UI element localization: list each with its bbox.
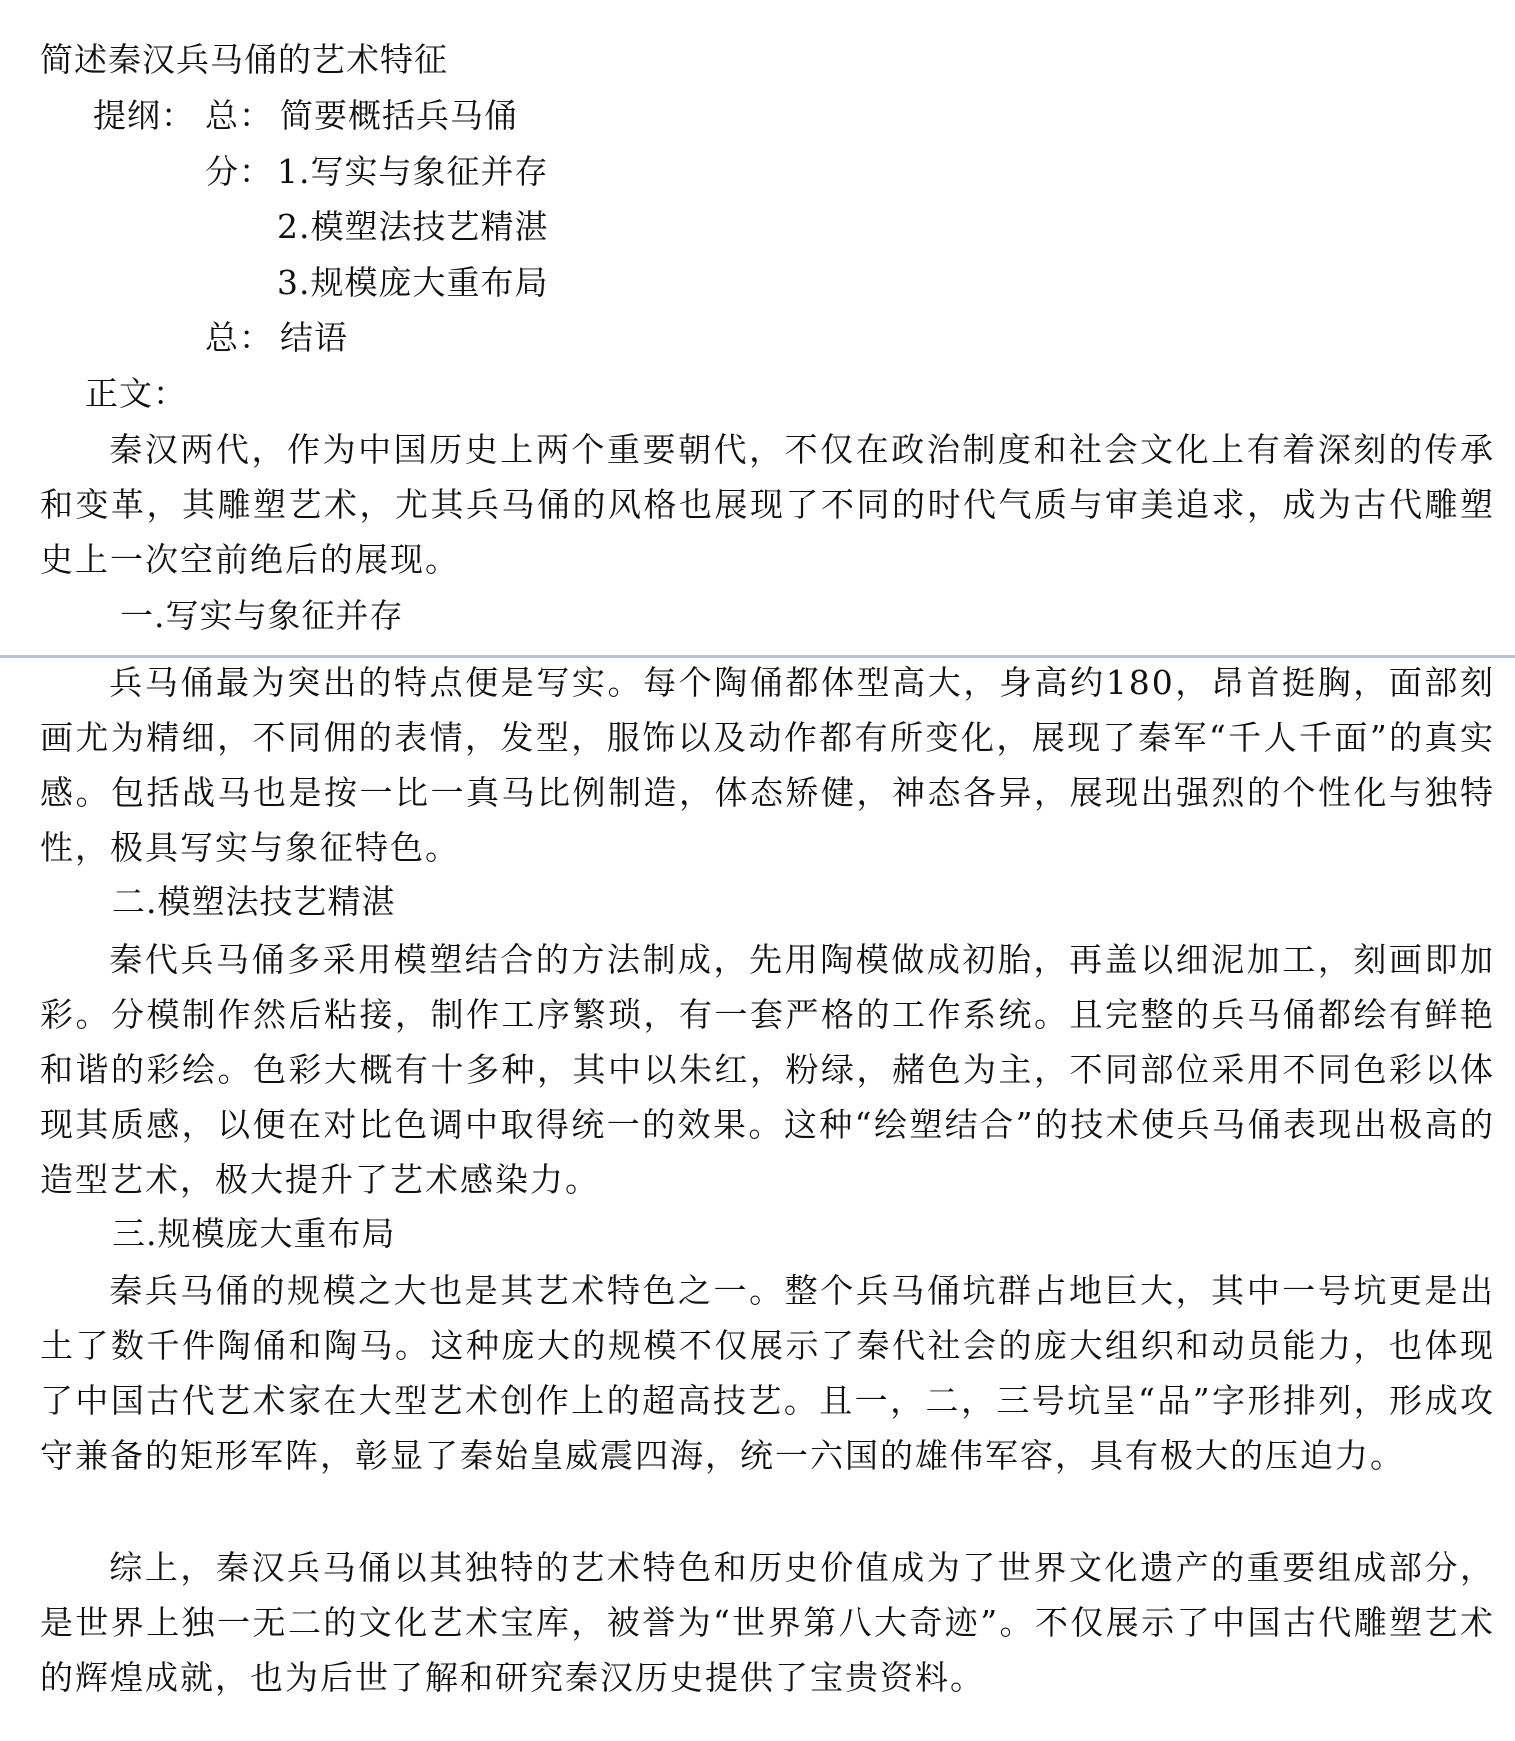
- outline-end-text: 结语: [280, 318, 348, 357]
- section-3-text: 秦兵马俑的规模之大也是其艺术特色之一。整个兵马俑坑群占地巨大，其中一号坑更是出土了数千件陶俑和陶马。这种庞大的规模不仅展示了秦代社会的庞大组织和动员能力，也体现了中国古代艺术家在大型艺术创作上的超高技艺。且一，二，三号坑呈“品”字形排列，形成攻守兼备的矩形军阵，彰显了秦始皇威震四海，统一六国的雄伟军容，具有极大的压迫力。: [40, 1271, 1495, 1475]
- section-2-heading: 二.模塑法技艺精湛: [112, 882, 396, 921]
- document-title: 简述秦汉兵马俑的艺术特征: [40, 40, 448, 79]
- section-3-heading: 三.规模庞大重布局: [112, 1214, 396, 1253]
- outline-point-2: 2.模塑法技艺精湛: [277, 207, 549, 246]
- section-1-heading: 一.写实与象征并存: [120, 596, 404, 635]
- outline-end-prefix: 总：: [205, 318, 273, 357]
- outline-label: 提纲：: [93, 96, 195, 135]
- outline-point-1: 1.写实与象征并存: [277, 152, 549, 191]
- intro-paragraph: 秦汉两代，作为中国历史上两个重要朝代，不仅在政治制度和社会文化上有着深刻的传承和变革，其雕塑艺术，尤其兵马俑的风格也展现了不同的时代气质与审美追求，成为古代雕塑史上一次空前绝后的展现。: [40, 430, 1495, 579]
- conclusion-paragraph: 综上，秦汉兵马俑以其独特的艺术特色和历史价值成为了世界文化遗产的重要组成部分，是世界上独一无二的文化艺术宝库，被誉为“世界第八大奇迹”。不仅展示了中国古代雕塑艺术的辉煌成就，也为后世了解和研究秦汉历史提供了宝贵资料。: [40, 1548, 1495, 1697]
- outline-intro-text: 简要概括兵马俑: [280, 96, 518, 135]
- body-label: 正文：: [85, 374, 187, 413]
- section-1-text: 兵马俑最为突出的特点便是写实。每个陶俑都体型高大，身高约180，昂首挺胸，面部刻画尤为精细，不同佣的表情，发型，服饰以及动作都有所变化，展现了秦军“千人千面”的真实感。包括战马也是按一比一真马比例制造，体态矫健，神态各异，展现出强烈的个性化与独特性，极具写实与象征特色。: [40, 663, 1495, 867]
- outline-point-3: 3.规模庞大重布局: [277, 263, 549, 302]
- section-2-text: 秦代兵马俑多采用模塑结合的方法制成，先用陶模做成初胎，再盖以细泥加工，刻画即加彩。分模制作然后粘接，制作工序繁琐，有一套严格的工作系统。且完整的兵马俑都绘有鲜艳和谐的彩绘。色彩大概有十多种，其中以朱红，粉绿，赭色为主，不同部位采用不同色彩以体现其质感，以便在对比色调中取得统一的效果。这种“绘塑结合”的技术使兵马俑表现出极高的造型艺术，极大提升了艺术感染力。: [40, 940, 1495, 1199]
- outline-intro-prefix: 总：: [205, 96, 273, 135]
- outline-body-prefix: 分：: [205, 152, 273, 191]
